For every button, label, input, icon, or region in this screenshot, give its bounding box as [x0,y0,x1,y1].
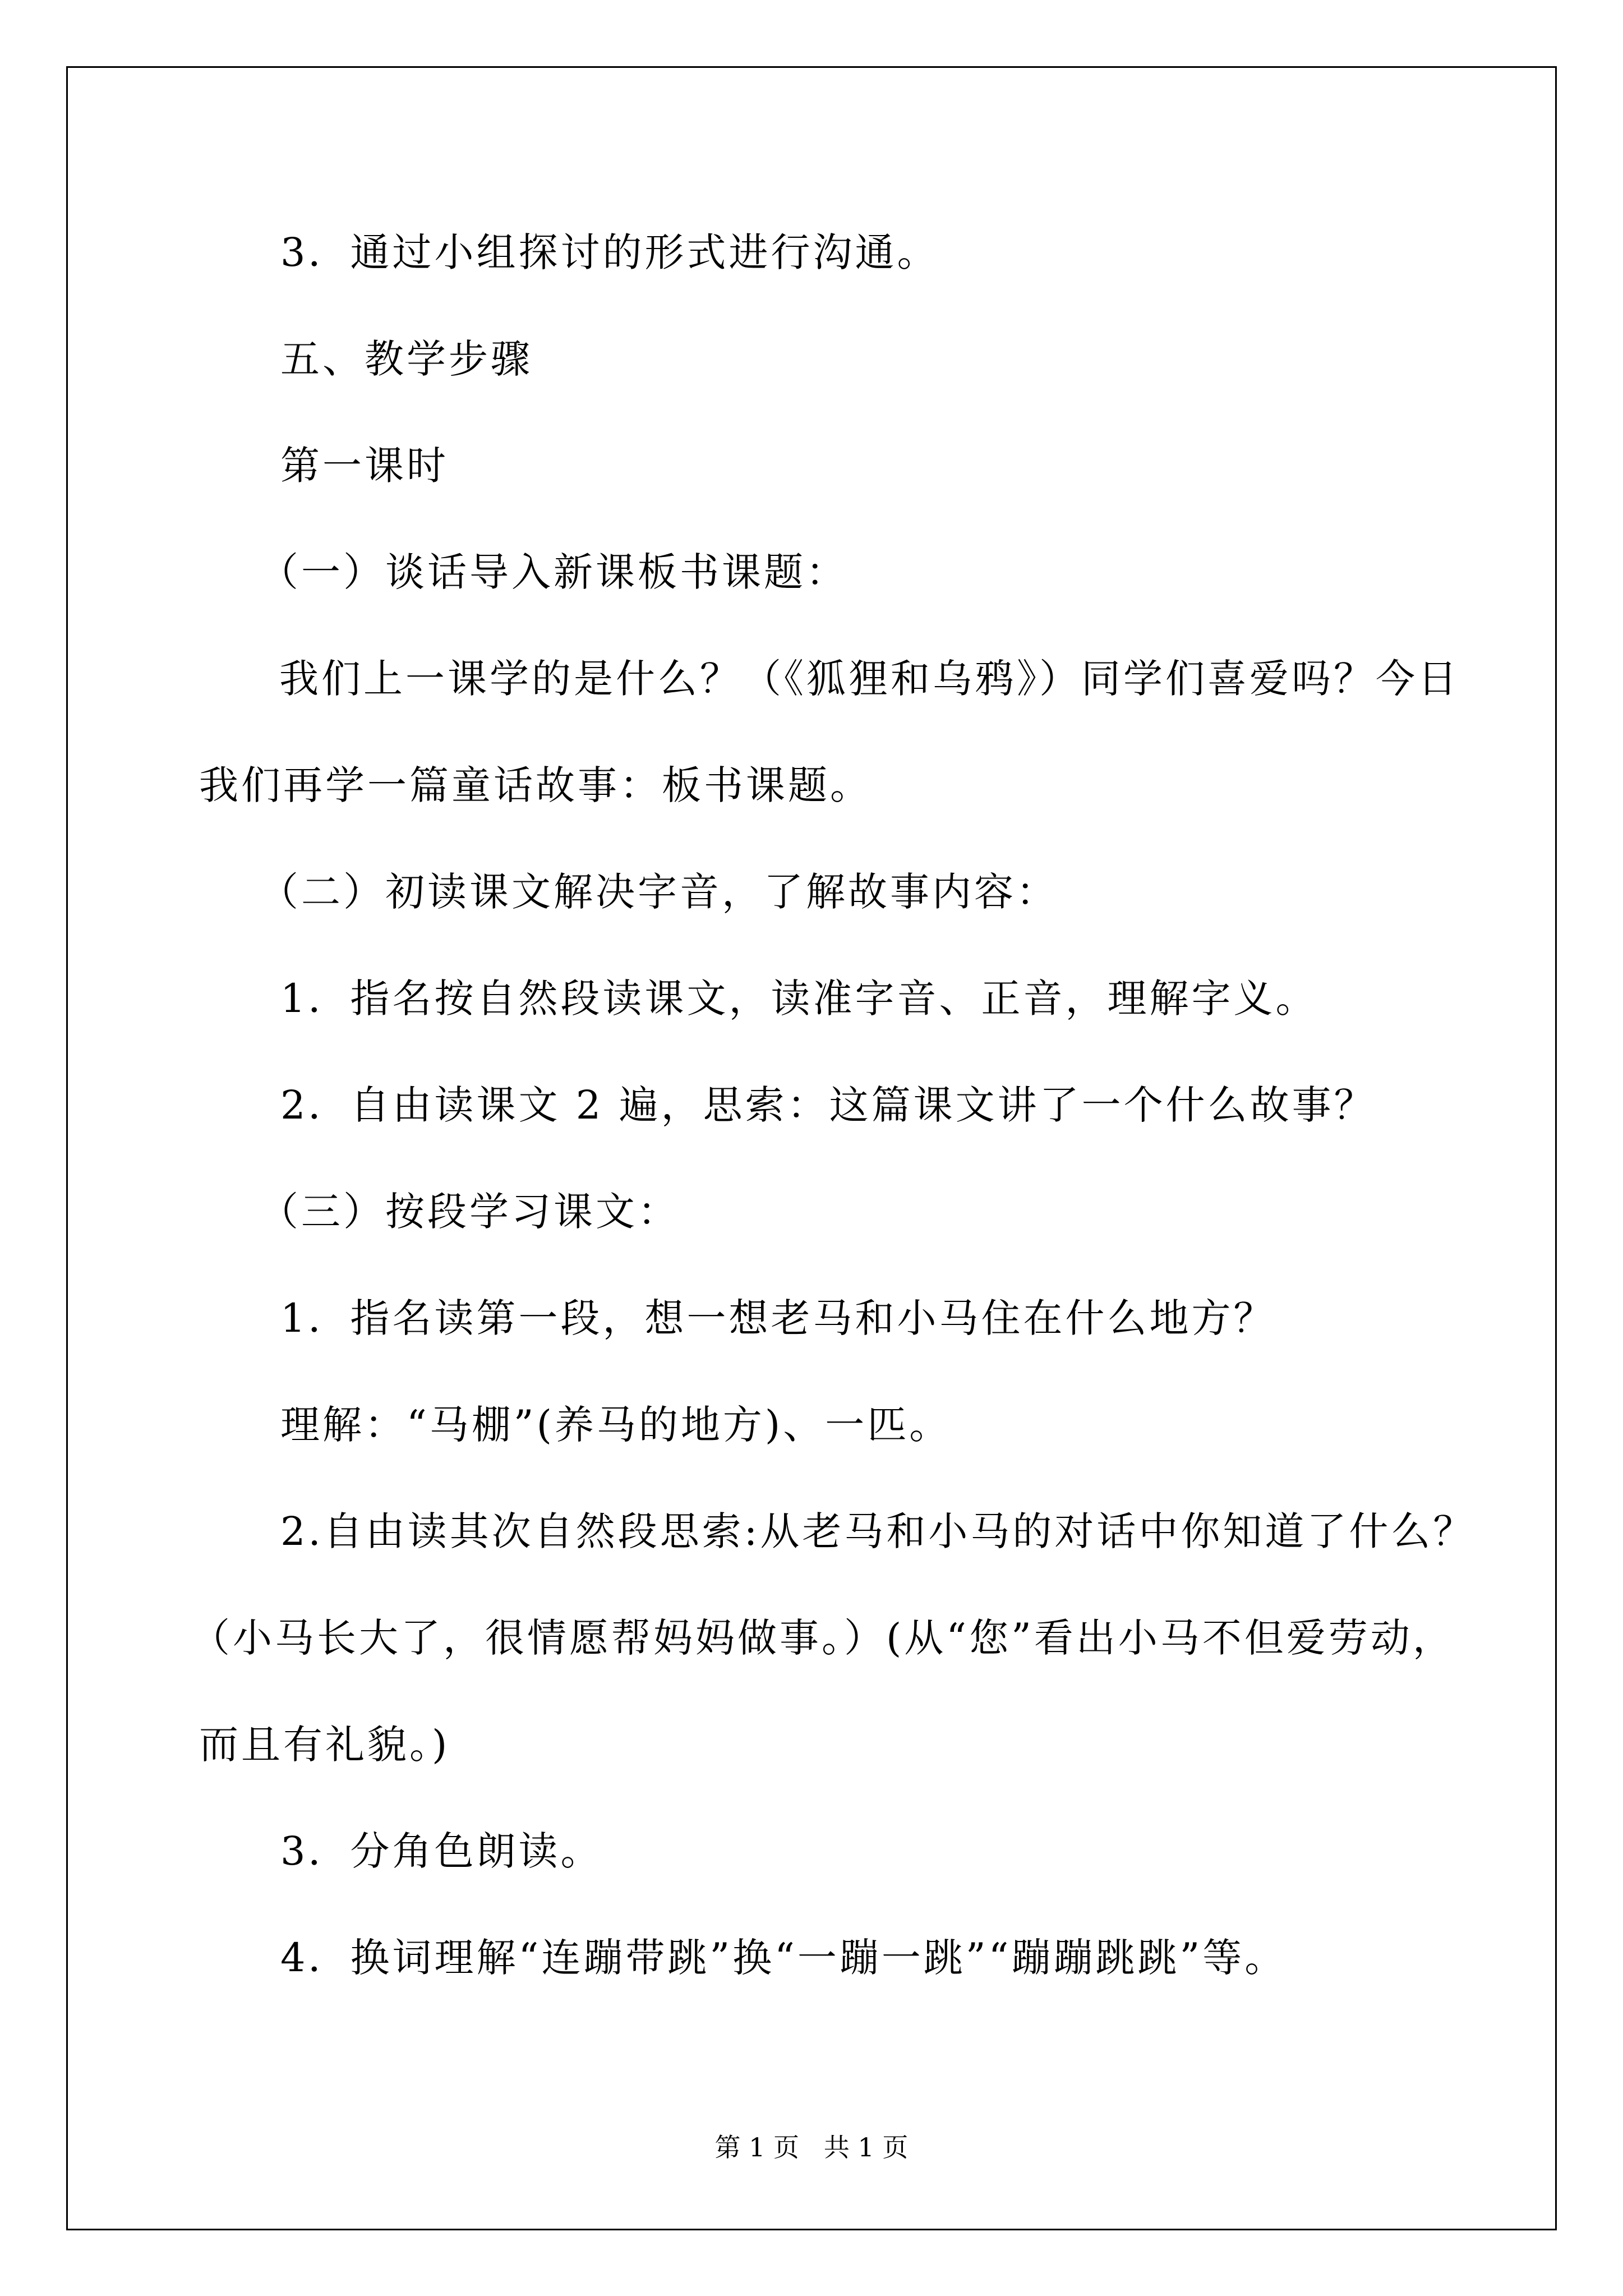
body-line-section-2: 2.自由读其次自然段思索:从老马和小马的对话中你知道了什么？ [280,1508,1476,1554]
subheading-intro: （一）谈话导入新课板书课题： [259,549,848,595]
body-line-step-3: 3．分角色朗读。 [280,1828,603,1874]
body-line-step-4: 4．换词理解“连蹦带跳”换“一蹦一跳”“蹦蹦跳跳”等。 [280,1935,1287,1981]
body-line-step-1: 1．指名按自然段读课文，读准字音、正音，理解字义。 [280,976,1318,1022]
body-line-step-2: 2．自由读课文 2 遍，思索：这篇课文讲了一个什么故事？ [280,1082,1376,1128]
page-footer: 第 1 页 共 1 页 [714,2132,909,2162]
subheading-first-reading: （二）初读课文解决字音，了解故事内容： [259,869,1058,915]
body-line-section-2-cont: （小马长大了，很情愿帮妈妈做事。）(从“您”看出小马不但爱劳动， [191,1615,1455,1661]
body-line-understand: 理解：“马棚”(养马的地方)、一匹。 [280,1402,952,1448]
body-line-section-2-end: 而且有礼貌。) [199,1722,450,1768]
page-border [66,66,1557,2230]
subheading-study-by-section: （三）按段学习课文： [259,1189,680,1235]
lesson-heading-first: 第一课时 [280,443,449,489]
body-line-question-cont: 我们再学一篇童话故事：板书课题。 [199,762,872,808]
section-heading-steps: 五、教学步骤 [280,336,533,382]
body-line-question: 我们上一课学的是什么？（《狐狸和乌鸦》）同学们喜爱吗？今日 [279,656,1460,702]
body-line-section-1: 1．指名读第一段，想一想老马和小马住在什么地方？ [280,1295,1276,1341]
body-line-1: 3．通过小组探讨的形式进行沟通。 [280,229,939,275]
